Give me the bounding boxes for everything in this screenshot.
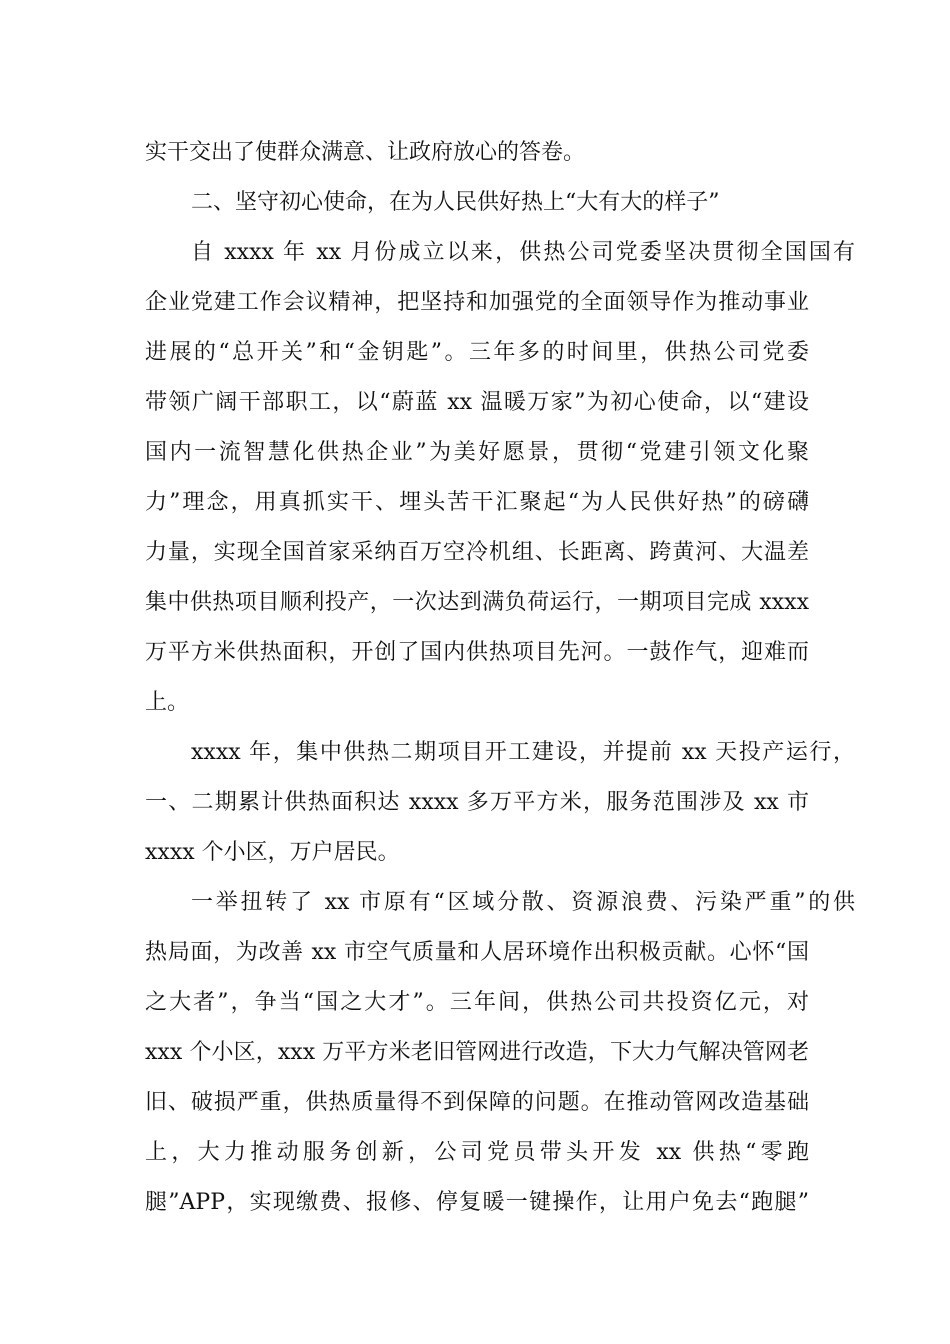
text-line: xxx 个小区，xxx 万平方米老旧管网进行改造，下大力气解决管网老	[145, 1040, 809, 1065]
text-line: 国内一流智慧化供热企业”为美好愿景，贯彻“党建引领文化聚	[145, 440, 809, 465]
text-line: xxxx 年，集中供热二期项目开工建设，并提前 xx 天投产运行，	[191, 740, 855, 765]
text-line: 腿”APP，实现缴费、报修、停复暖一键操作，让用户免去“跑腿”	[145, 1190, 809, 1215]
text-line: 进展的“总开关”和“金钥匙”。三年多的时间里，供热公司党委	[145, 340, 809, 365]
text-line: 一举扭转了 xx 市原有“区域分散、资源浪费、污染严重”的供	[191, 890, 855, 915]
document-page	[145, 0, 855, 1344]
text-line: 上，大力推动服务创新，公司党员带头开发 xx 供热“零跑	[145, 1140, 809, 1165]
text-line: 带领广阔干部职工，以“蔚蓝 xx 温暖万家”为初心使命，以“建设	[145, 390, 809, 415]
text-line: 集中供热项目顺利投产，一次达到满负荷运行，一期项目完成 xxxx	[145, 590, 809, 615]
text-line: 自 xxxx 年 xx 月份成立以来，供热公司党委坚决贯彻全国国有	[191, 240, 855, 265]
text-line: 企业党建工作会议精神，把坚持和加强党的全面领导作为推动事业	[145, 290, 809, 315]
text-line: 旧、破损严重，供热质量得不到保障的问题。在推动管网改造基础	[145, 1090, 809, 1115]
text-line: 一、二期累计供热面积达 xxxx 多万平方米，服务范围涉及 xx 市	[145, 790, 809, 815]
section-heading: 二、坚守初心使命，在为人民供好热上“大有大的样子”	[191, 190, 720, 215]
text-line: 上。	[145, 690, 190, 715]
text-line: xxxx 个小区，万户居民。	[145, 840, 400, 865]
text-line: 力量，实现全国首家采纳百万空冷机组、长距离、跨黄河、大温差	[145, 540, 809, 565]
text-line: 力”理念，用真抓实干、埋头苦干汇聚起“为人民供好热”的磅礴	[145, 490, 809, 515]
text-line: 实干交出了使群众满意、让政府放心的答卷。	[145, 140, 586, 165]
text-line: 热局面，为改善 xx 市空气质量和人居环境作出积极贡献。心怀“国	[145, 940, 809, 965]
text-line: 之大者”，争当“国之大才”。三年间，供热公司共投资亿元，对	[145, 990, 809, 1015]
text-line: 万平方米供热面积，开创了国内供热项目先河。一鼓作气，迎难而	[145, 640, 809, 665]
